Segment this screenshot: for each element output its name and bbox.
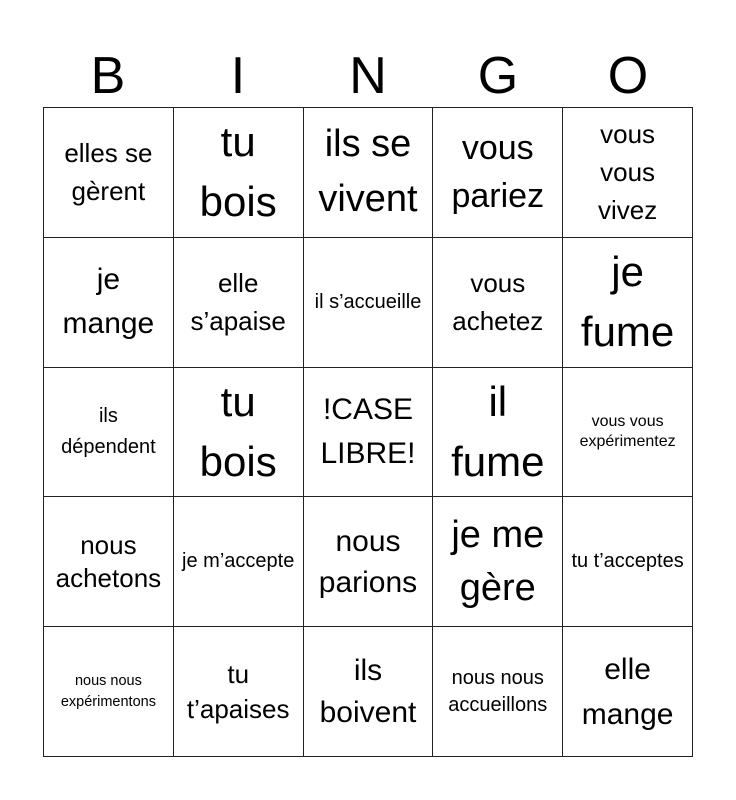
free-space-label: !CASE LIBRE! [320,392,416,470]
cell-text: tu t’apaises [186,658,290,724]
bingo-cell[interactable] [174,108,304,238]
cell-text: ils se vivent [318,123,418,221]
cell-text: je fume [580,248,675,356]
bingo-cell[interactable] [563,497,693,627]
cell-text: je m’accepte [182,550,295,573]
cell-text: vous achetez [452,268,544,337]
header-letter-b: B [90,47,126,105]
bingo-cell[interactable] [44,108,174,238]
bingo-cell[interactable] [44,368,174,498]
bingo-cell[interactable] [304,627,434,757]
cell-text: tu bois [199,118,277,226]
cell-text: il s’accueille [314,290,422,313]
bingo-cell[interactable] [174,497,304,627]
bingo-cell[interactable] [174,627,304,757]
bingo-cell[interactable] [563,627,693,757]
cell-text: nous parions [318,524,418,599]
cell-text: nous nous accueillons [448,666,548,716]
bingo-cell[interactable] [433,108,563,238]
cell-text: ils dépendent [61,404,156,458]
cell-text: nous achetons [55,529,162,593]
bingo-cell[interactable] [174,368,304,498]
cell-text: vous vous expérimentez [579,412,676,450]
cell-text: ils boivent [319,653,417,729]
cell-text: nous nous expérimentons [60,672,156,710]
header-letter-g: G [477,47,519,105]
header-letter-n: N [349,47,387,105]
cell-text: elle mange [581,652,674,731]
cell-text: tu t’acceptes [571,550,684,573]
bingo-cell[interactable] [44,238,174,368]
cell-text: elles se gèrent [64,138,153,207]
bingo-cell[interactable] [433,497,563,627]
bingo-cell[interactable] [44,497,174,627]
bingo-cell[interactable] [304,238,434,368]
bingo-cell[interactable] [174,238,304,368]
bingo-cell[interactable] [563,368,693,498]
bingo-cell[interactable] [433,238,563,368]
cell-text: vous vous vivez [597,119,658,226]
bingo-cell[interactable] [433,368,563,498]
cell-text: elle s’apaise [190,268,286,337]
cell-text: il fume [451,377,545,485]
bingo-board [43,107,693,757]
cell-text: je me gère [451,513,545,609]
cell-text: vous pariez [451,129,545,216]
bingo-cell[interactable] [44,627,174,757]
bingo-cell[interactable] [563,108,693,238]
header-letter-i: I [230,47,246,105]
cell-text: je mange [62,263,155,341]
bingo-header [43,46,693,106]
bingo-cell[interactable] [433,627,563,757]
bingo-cell[interactable] [563,238,693,368]
header-letter-o: O [607,47,649,105]
free-space-cell[interactable] [304,368,434,498]
bingo-cell[interactable] [304,108,434,238]
cell-text: tu bois [199,377,277,485]
bingo-cell[interactable] [304,497,434,627]
